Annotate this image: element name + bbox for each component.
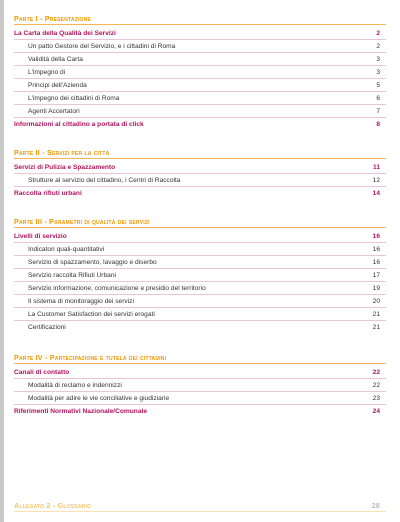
toc-entry-livelli[interactable] <box>14 233 386 241</box>
toc-entry-agenti[interactable] <box>14 108 386 116</box>
toc-entry-page: 16 <box>372 259 380 266</box>
divider <box>14 391 386 392</box>
toc-entry-validita[interactable] <box>14 56 386 64</box>
toc-entry-page: 2 <box>376 43 380 50</box>
divider <box>14 281 386 282</box>
divider <box>14 378 386 379</box>
divider <box>14 104 386 105</box>
toc-entry-indicatori[interactable] <box>14 246 386 254</box>
toc-entry-reclamo[interactable] <box>14 382 386 390</box>
divider <box>14 268 386 269</box>
divider <box>14 78 386 79</box>
toc-entry-page: 21 <box>372 324 380 331</box>
divider <box>14 294 386 295</box>
toc-entry-page: 23 <box>372 395 380 402</box>
part-3-heading <box>14 217 386 228</box>
toc-entry-page: 3 <box>376 56 380 63</box>
part-2-heading <box>14 148 386 159</box>
toc-entry-label: Agenti Accertatori <box>28 108 80 115</box>
toc-entry-page: 8 <box>376 121 380 128</box>
toc-entry-spazzamento[interactable] <box>14 259 386 267</box>
toc-entry-raccolta-rifiuti[interactable] <box>14 190 386 198</box>
toc-entry-impegno[interactable] <box>14 69 386 77</box>
toc-entry-label: Servizio informazione, comunicazione e presidio del territorio <box>28 285 206 292</box>
part-1-heading-text: Parte I - Presentazione <box>14 14 91 23</box>
toc-entry-label: Servizi di Pulizia e Spazzamento <box>14 164 116 171</box>
toc-entry-page: 22 <box>372 382 380 389</box>
toc-entry-informazione[interactable] <box>14 285 386 293</box>
toc-entry-page: 6 <box>376 95 380 102</box>
toc-entry-strutture[interactable] <box>14 177 386 185</box>
toc-entry-conciliative[interactable] <box>14 395 386 403</box>
divider <box>14 307 386 308</box>
toc-entry-label: Livelli di servizio <box>14 233 67 240</box>
toc-entry-principi[interactable] <box>14 82 386 90</box>
part-3-heading-text: Parte III - Parametri di qualità dei servizi <box>14 217 150 226</box>
toc-entry-label: Servizio raccolta Rifiuti Urbani <box>28 272 116 279</box>
toc-entry-label: Modalità di reclamo e indennizzi <box>28 382 122 389</box>
toc-entry-label: Riferimenti Normativi Nazionale/Comunale <box>14 408 148 415</box>
divider <box>14 173 386 174</box>
toc-entry-label: Servizio di spazzamento, lavaggio e diserbo <box>28 259 157 266</box>
toc-entry-label: Il sistema di monitoraggio dei servizi <box>28 298 134 305</box>
toc-entry-label: Informazioni al cittadino a portata di click <box>14 121 144 128</box>
appendix-heading-text: Allegato 2 - Glossario <box>14 501 92 510</box>
toc-entry-certificazioni[interactable] <box>14 324 386 332</box>
toc-entry-label: Certificazioni <box>28 324 66 331</box>
divider <box>14 242 386 243</box>
divider <box>14 186 386 187</box>
toc-entry-page: 14 <box>372 190 380 197</box>
toc-entry-monitoraggio[interactable] <box>14 298 386 306</box>
toc-entry-customer[interactable] <box>14 311 386 319</box>
divider <box>14 320 386 321</box>
toc-entry-canali[interactable] <box>14 369 386 377</box>
appendix-page: 28 <box>371 501 380 510</box>
left-margin-bar <box>0 0 4 522</box>
toc-entry-page: 11 <box>373 164 380 171</box>
toc-entry-page: 2 <box>376 30 380 37</box>
part-4-heading <box>14 353 386 364</box>
toc-entry-page: 3 <box>376 69 380 76</box>
toc-entry-page: 19 <box>372 285 380 292</box>
toc-entry-label: Raccolta rifiuti urbani <box>14 190 82 197</box>
toc-entry-raccolta-urbani[interactable] <box>14 272 386 280</box>
divider <box>14 65 386 66</box>
toc-entry-impegno-cittadini[interactable] <box>14 95 386 103</box>
toc-entry-page: 20 <box>372 298 380 305</box>
toc-entry-un-patto[interactable] <box>14 43 386 51</box>
divider <box>14 39 386 40</box>
toc-entry-label: Un patto Gestore del Servizio, e i cittadini di Roma <box>28 43 176 50</box>
toc-entry-page: 17 <box>372 272 380 279</box>
appendix-heading[interactable] <box>14 501 386 512</box>
toc-entry-label: L'impegno dei cittadini di Roma <box>28 95 120 102</box>
toc-entry-label: La Carta della Qualità dei Servizi <box>14 30 116 37</box>
toc-entry-label: Principi dell'Azienda <box>28 82 87 89</box>
part-4-heading-text: Parte IV - Partecipazione e tutela dei cittadini <box>14 353 167 362</box>
toc-entry-page: 24 <box>372 408 380 415</box>
divider <box>14 404 386 405</box>
toc-entry-riferimenti[interactable] <box>14 408 386 416</box>
toc-entry-label: Validità della Carta <box>28 56 83 63</box>
toc-entry-label: Strutture al servizio del cittadino, i Centri di Raccolta <box>28 177 181 184</box>
toc-entry-page: 16 <box>372 233 380 240</box>
divider <box>14 52 386 53</box>
divider <box>14 91 386 92</box>
part-1-heading <box>14 14 386 25</box>
toc-entry-label: Canali di contatto <box>14 369 70 376</box>
toc-entry-page: 7 <box>376 108 380 115</box>
toc-entry-page: 21 <box>372 311 380 318</box>
divider <box>14 255 386 256</box>
toc-entry-carta-qualita[interactable] <box>14 30 386 38</box>
toc-entry-page: 5 <box>376 82 380 89</box>
divider <box>14 117 386 118</box>
toc-entry-pulizia[interactable] <box>14 164 386 172</box>
toc-entry-informazioni[interactable] <box>14 121 386 129</box>
toc-entry-label: La Customer Satisfaction dei servizi erogati <box>28 311 155 318</box>
part-2-heading-text: Parte II - Servizi per la città <box>14 148 110 157</box>
toc-entry-label: Modalità per adire le vie conciliative e giudiziarie <box>28 395 170 402</box>
toc-entry-page: 12 <box>372 177 380 184</box>
toc-entry-label: Indicatori quali-quantitativi <box>28 246 105 253</box>
toc-entry-page: 22 <box>372 369 380 376</box>
toc-entry-label: L'impegno di <box>28 69 66 76</box>
toc-entry-page: 16 <box>372 246 380 253</box>
